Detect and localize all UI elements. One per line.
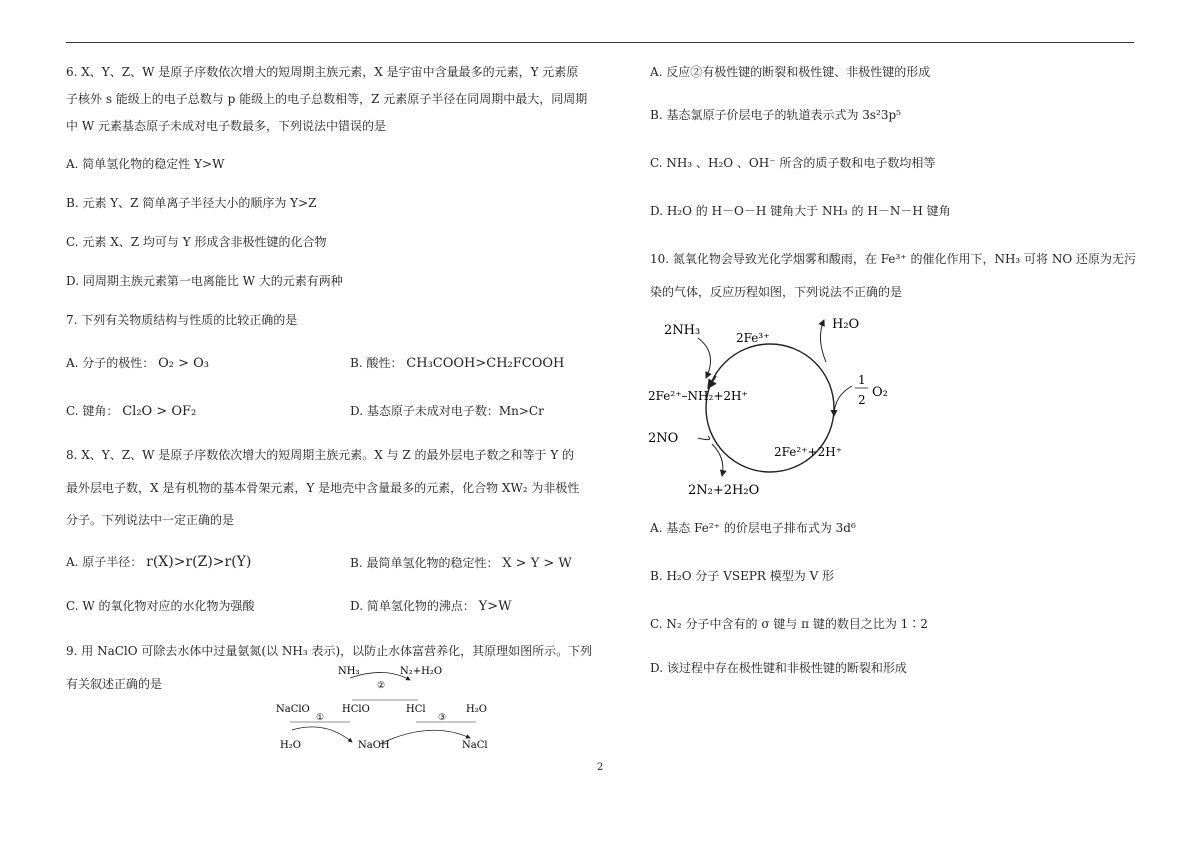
- q8-option-b-value: X > Y > W: [502, 556, 572, 571]
- q7-option-a: [66, 355, 209, 372]
- q6-option-c: C. 元素 X、Z 均可与 Y 形成含非极性键的化合物: [66, 235, 327, 249]
- q9-nh3: NH₃: [338, 666, 360, 677]
- q9-option-d: D. H₂O 的 H－O－H 键角大于 NH₃ 的 H－N－H 键角: [650, 204, 951, 218]
- q8-stem-line1: 8. X、Y、Z、W 是原子序数依次增大的短周期主族元素。X 与 Z 的最外层电子数之和等于 Y 的: [66, 448, 575, 462]
- q10-h2o-arrow: [820, 320, 826, 362]
- q9-stem-line2: 有关叙述正确的是: [66, 677, 163, 691]
- q6-stem-line1: 6. X、Y、Z、W 是原子序数依次增大的短周期主族元素，X 是宇宙中含量最多的元素，Y 元素原: [66, 65, 579, 79]
- q9-h2o-right: H₂O: [466, 704, 487, 715]
- q9-arrow1: [292, 727, 352, 742]
- q7-option-c: [66, 403, 196, 420]
- q7-option-d: D. 基态原子未成对电子数：Mn>Cr: [350, 404, 544, 418]
- q7-stem: 7. 下列有关物质结构与性质的比较正确的是: [66, 313, 298, 327]
- q8-option-a: [66, 554, 251, 570]
- q10-o2: O₂: [872, 385, 888, 400]
- q6-stem-line3: 中 W 元素基态原子未成对电子数最多，下列说法中错误的是: [66, 119, 386, 133]
- q6-option-b: B. 元素 Y、Z 简单离子半径大小的顺序为 Y>Z: [66, 196, 317, 210]
- q10-complex: 2Fe²⁺–NH₂+2H⁺: [648, 389, 748, 403]
- q8-option-d-label: D. 简单氢化物的沸点：: [350, 599, 475, 613]
- q8-stem-line2: 最外层电子数，X 是有机物的基本骨架元素，Y 是地壳中含量最多的元素，化合物 XW₂ 为非极性: [66, 481, 580, 495]
- q7-option-a-value: O₂ > O₃: [158, 356, 210, 371]
- q9-step1: ①: [316, 713, 325, 723]
- q9-option-a: A. 反应②有极性键的断裂和极性键、非极性键的形成: [650, 65, 931, 79]
- q7-option-b: [350, 355, 564, 372]
- q9-hcl: HCl: [406, 704, 426, 715]
- q7-option-c-label: C. 键角：: [66, 404, 119, 418]
- q10-fe2: 2Fe²⁺+2H⁺: [774, 445, 843, 459]
- q10-no: 2NO: [648, 431, 679, 446]
- q10-stem-line2: 染的气体，反应历程如图，下列说法不正确的是: [650, 285, 903, 299]
- q8-option-a-value: r(X)>r(Z)>r(Y): [146, 554, 252, 570]
- q10-stem-line1: 10. 氮氧化物会导致光化学烟雾和酸雨，在 Fe³⁺ 的催化作用下，NH₃ 可将 NO 还原为无污: [650, 252, 1137, 266]
- page-number: 2: [596, 762, 604, 773]
- q9-option-c: C. NH₃ 、H₂O 、OH⁻ 所含的质子数和电子数均相等: [650, 156, 936, 170]
- q9-h2o-left: H₂O: [280, 740, 301, 751]
- q10-h2o: H₂O: [832, 317, 860, 332]
- q7-option-b-value: CH₃COOH>CH₂FCOOH: [406, 356, 565, 371]
- q9-arrow3: [380, 730, 470, 744]
- q10-option-c: C. N₂ 分子中含有的 σ 键与 π 键的数目之比为 1∶2: [650, 617, 928, 631]
- q8-option-a-label: A. 原子半径：: [66, 555, 143, 569]
- q9-reaction-diagram: [270, 660, 500, 755]
- q10-no-arrow: [698, 436, 710, 440]
- q10-option-b: B. H₂O 分子 VSEPR 模型为 V 形: [650, 569, 835, 583]
- q8-option-c: C. W 的氧化物对应的水化物为强酸: [66, 599, 255, 613]
- q10-half-num: 1: [858, 373, 866, 387]
- q10-option-d: D. 该过程中存在极性键和非极性键的断裂和形成: [650, 661, 907, 675]
- q9-step2: ②: [377, 681, 386, 691]
- q9-stem-line1: 9. 用 NaClO 可除去水体中过量氨氮(以 NH₃ 表示)，以防止水体富营养化，其原理如图所示。下列: [66, 644, 593, 658]
- q9-option-b: B. 基态氯原子价层电子的轨道表示式为 3s²3p⁵: [650, 108, 901, 122]
- q7-option-b-label: B. 酸性：: [350, 356, 403, 370]
- q6-option-a: A. 简单氢化物的稳定性 Y>W: [66, 157, 225, 171]
- header-rule: [66, 42, 1134, 43]
- q6-option-d: D. 同周期主族元素第一电离能比 W 大的元素有两种: [66, 274, 343, 288]
- q8-option-d: [350, 598, 512, 615]
- q10-fe3: 2Fe³⁺: [736, 331, 770, 345]
- q9-n2-h2o: N₂+H₂O: [400, 666, 443, 677]
- q10-products: 2N₂+2H₂O: [688, 483, 760, 498]
- q8-option-d-value: Y>W: [478, 599, 512, 614]
- q10-cycle-diagram: [640, 308, 900, 508]
- q10-cycle-arrow-head: [708, 376, 716, 388]
- q9-nacl: NaCl: [462, 740, 488, 751]
- q6-stem-line2: 子核外 s 能级上的电子总数与 p 能级上的电子总数相等，Z 元素原子半径在同周期中最大，同周期: [66, 92, 588, 106]
- q9-hclo: HClO: [342, 704, 370, 715]
- q7-option-a-label: A. 分子的极性：: [66, 356, 155, 370]
- q7-option-c-value: Cl₂O > OF₂: [122, 404, 197, 419]
- q10-nh3: 2NH₃: [664, 323, 701, 338]
- q8-option-b: [350, 555, 572, 572]
- q8-stem-line3: 分子。下列说法中一定正确的是: [66, 513, 235, 527]
- q9-naclo: NaClO: [276, 704, 310, 715]
- q10-half-den: 2: [858, 393, 866, 407]
- q9-naoh: NaOH: [358, 740, 390, 751]
- q10-o2-arrow: [834, 386, 852, 416]
- q8-option-b-label: B. 最简单氢化物的稳定性：: [350, 556, 499, 570]
- q10-option-a: A. 基态 Fe²⁺ 的价层电子排布式为 3d⁶: [650, 521, 856, 535]
- q9-step3: ③: [438, 713, 447, 723]
- q10-nh3-arrow: [698, 338, 711, 378]
